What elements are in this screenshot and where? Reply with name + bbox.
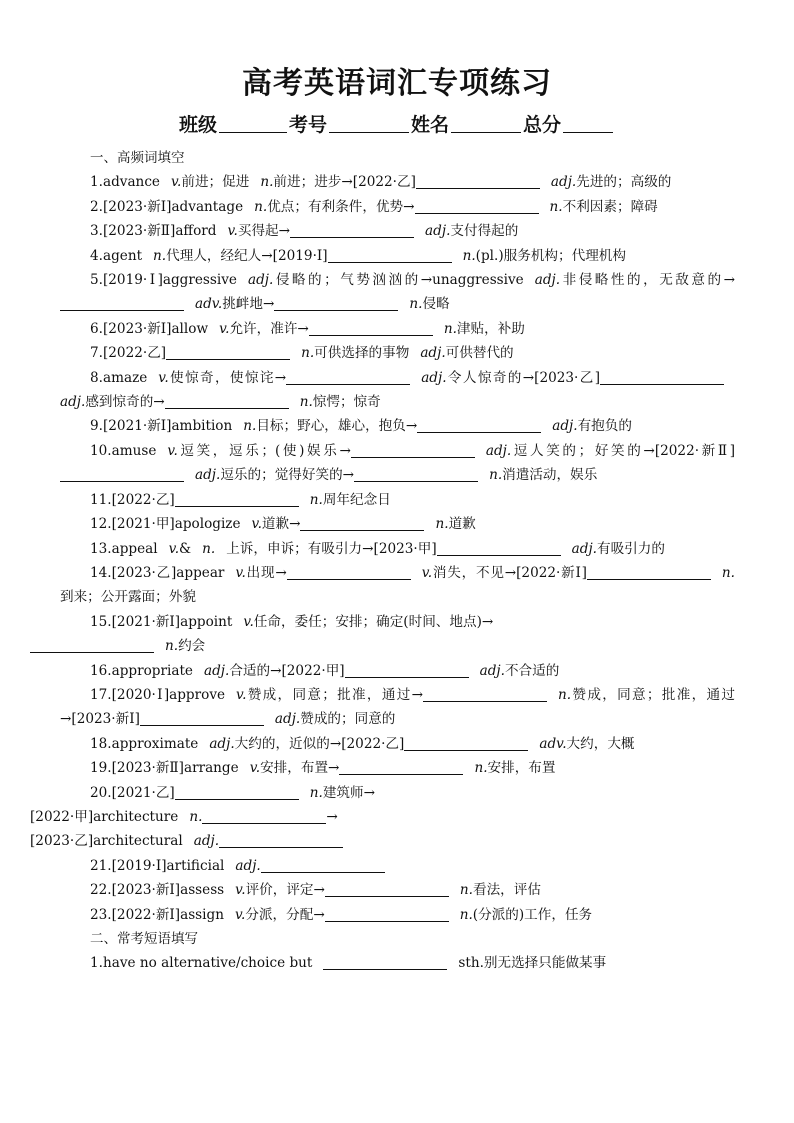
answer-blank[interactable] [437,540,561,556]
name-blank[interactable] [451,114,521,133]
list-item: 10.amuse v.逗笑，逗乐；(使)娱乐→ adj.逗人笑的；好笑的→[2022·新Ⅱ]adj.逗乐的；觉得好笑的→ n.消遣活动，娱乐 [60,439,735,488]
list-item: 6.[2023·新Ⅰ]allow v.允许，准许→ n.津贴，补助 [90,320,525,337]
list-item: 8.amaze v.使惊奇，使惊诧→ adj.令人惊奇的→[2023·乙]adj.感到惊奇的→ n.惊愕；惊奇 [60,366,735,415]
answer-blank[interactable] [60,295,184,311]
answer-blank[interactable] [600,369,724,385]
score-blank[interactable] [563,114,613,133]
list-item: 2.[2023·新Ⅰ]advantage n.优点；有利条件，优势→ n.不利因素；障碍 [90,198,658,215]
answer-blank[interactable] [165,393,289,409]
list-item: 20.[2021·乙] n.建筑师→ [2022·甲]architecture n. → [2023·乙]architectural adj. [30,784,375,850]
answer-blank[interactable] [325,881,449,897]
answer-blank[interactable] [325,906,449,922]
answer-blank[interactable] [175,491,299,507]
list-item: 17.[2020·Ⅰ]approve v.赞成，同意；批准，通过→ n.赞成，同意；批准，通过→[2023·新Ⅰ] adj.赞成的；同意的 [60,686,736,728]
answer-blank[interactable] [287,564,411,580]
answer-blank[interactable] [328,247,452,263]
student-info-bar [0,110,794,137]
list-item: 1.advance v.前进；促进 n.前进；进步→[2022·乙] adj.先进的；高级的 [90,174,672,191]
answer-blank[interactable] [354,466,478,482]
list-item: 4.agent n.代理人，经纪人→[2019·Ⅰ] n.(pl.)服务机构；代理机构 [90,247,626,264]
list-item: 7.[2022·乙] n.可供选择的事物 adj.可供替代的 [90,345,514,362]
list-item: 9.[2021·新Ⅰ]ambition n.目标；野心，雄心，抱负→ adj.有抱负的 [90,418,632,435]
section-heading: 一、高频词填空 [90,150,185,166]
answer-blank[interactable] [345,662,469,678]
worksheet-content [30,146,736,976]
answer-blank[interactable] [30,637,154,653]
answer-blank[interactable] [404,735,528,751]
number-blank[interactable] [329,114,409,133]
answer-blank[interactable] [274,295,398,311]
answer-blank[interactable] [417,417,541,433]
answer-blank[interactable] [416,173,540,189]
list-item: 11.[2022·乙] n.周年纪念日 [90,491,391,508]
answer-blank[interactable] [60,466,184,482]
answer-blank[interactable] [261,857,385,873]
list-item: 15.[2021·新Ⅰ]appoint v.任命，委任；安排；确定(时间、地点)→ n.约会 [60,610,735,659]
answer-blank[interactable] [175,784,299,800]
list-item: 3.[2023·新Ⅱ]afford v.买得起→ adj.支付得起的 [90,223,519,240]
answer-blank[interactable] [351,442,475,458]
answer-blank[interactable] [300,515,424,531]
answer-blank[interactable] [202,808,326,824]
section-heading: 二、常考短语填写 [90,931,198,947]
list-item: 5.[2019·Ⅰ]aggressive adj.侵略的；气势汹汹的→unaggressive adj.非侵略性的，无敌意的→adv.挑衅地→ n.侵略 [60,268,735,317]
answer-blank[interactable] [323,954,447,970]
list-item: 23.[2022·新Ⅰ]assign v.分派，分配→ n.(分派的)工作，任务 [90,906,593,923]
answer-blank[interactable] [219,832,343,848]
list-item: 1.have no alternative/choice but sth.别无选择只能做某事 [90,955,607,972]
list-item: 14.[2023·乙]appear v.出现→ v.消失，不见→[2022·新Ⅰ] n.到来；公开露面；外貌 [60,564,735,606]
score-label: 总分 [523,114,562,136]
page-title: 高考英语词汇专项练习 [242,66,552,101]
answer-blank[interactable] [286,369,410,385]
answer-blank[interactable] [309,320,433,336]
class-label: 班级 [178,114,217,136]
list-item: 19.[2023·新Ⅱ]arrange v.安排，布置→ n.安排，布置 [90,760,556,777]
answer-blank[interactable] [290,222,414,238]
answer-blank[interactable] [166,344,290,360]
class-blank[interactable] [219,114,287,133]
answer-blank[interactable] [339,759,463,775]
answer-blank[interactable] [587,564,711,580]
list-item: 13.appeal v.& n. 上诉，申诉；有吸引力→[2023·甲] adj.有吸引力的 [90,540,665,557]
list-item: 12.[2021·甲]apologize v.道歉→ n.道歉 [90,516,476,533]
answer-blank[interactable] [423,686,547,702]
list-item: 22.[2023·新Ⅰ]assess v.评价，评定→ n.看法，评估 [90,882,541,899]
name-label: 姓名 [411,114,450,136]
answer-blank[interactable] [415,198,539,214]
list-item: 16.appropriate adj.合适的→[2022·甲] adj.不合适的 [90,662,560,679]
answer-blank[interactable] [140,710,264,726]
list-item: 21.[2019·Ⅰ]artificial adj. [60,854,735,878]
list-item: 18.approximate adj.大约的，近似的→[2022·乙] adv.大约，大概 [90,735,635,752]
number-label: 考号 [288,114,327,136]
